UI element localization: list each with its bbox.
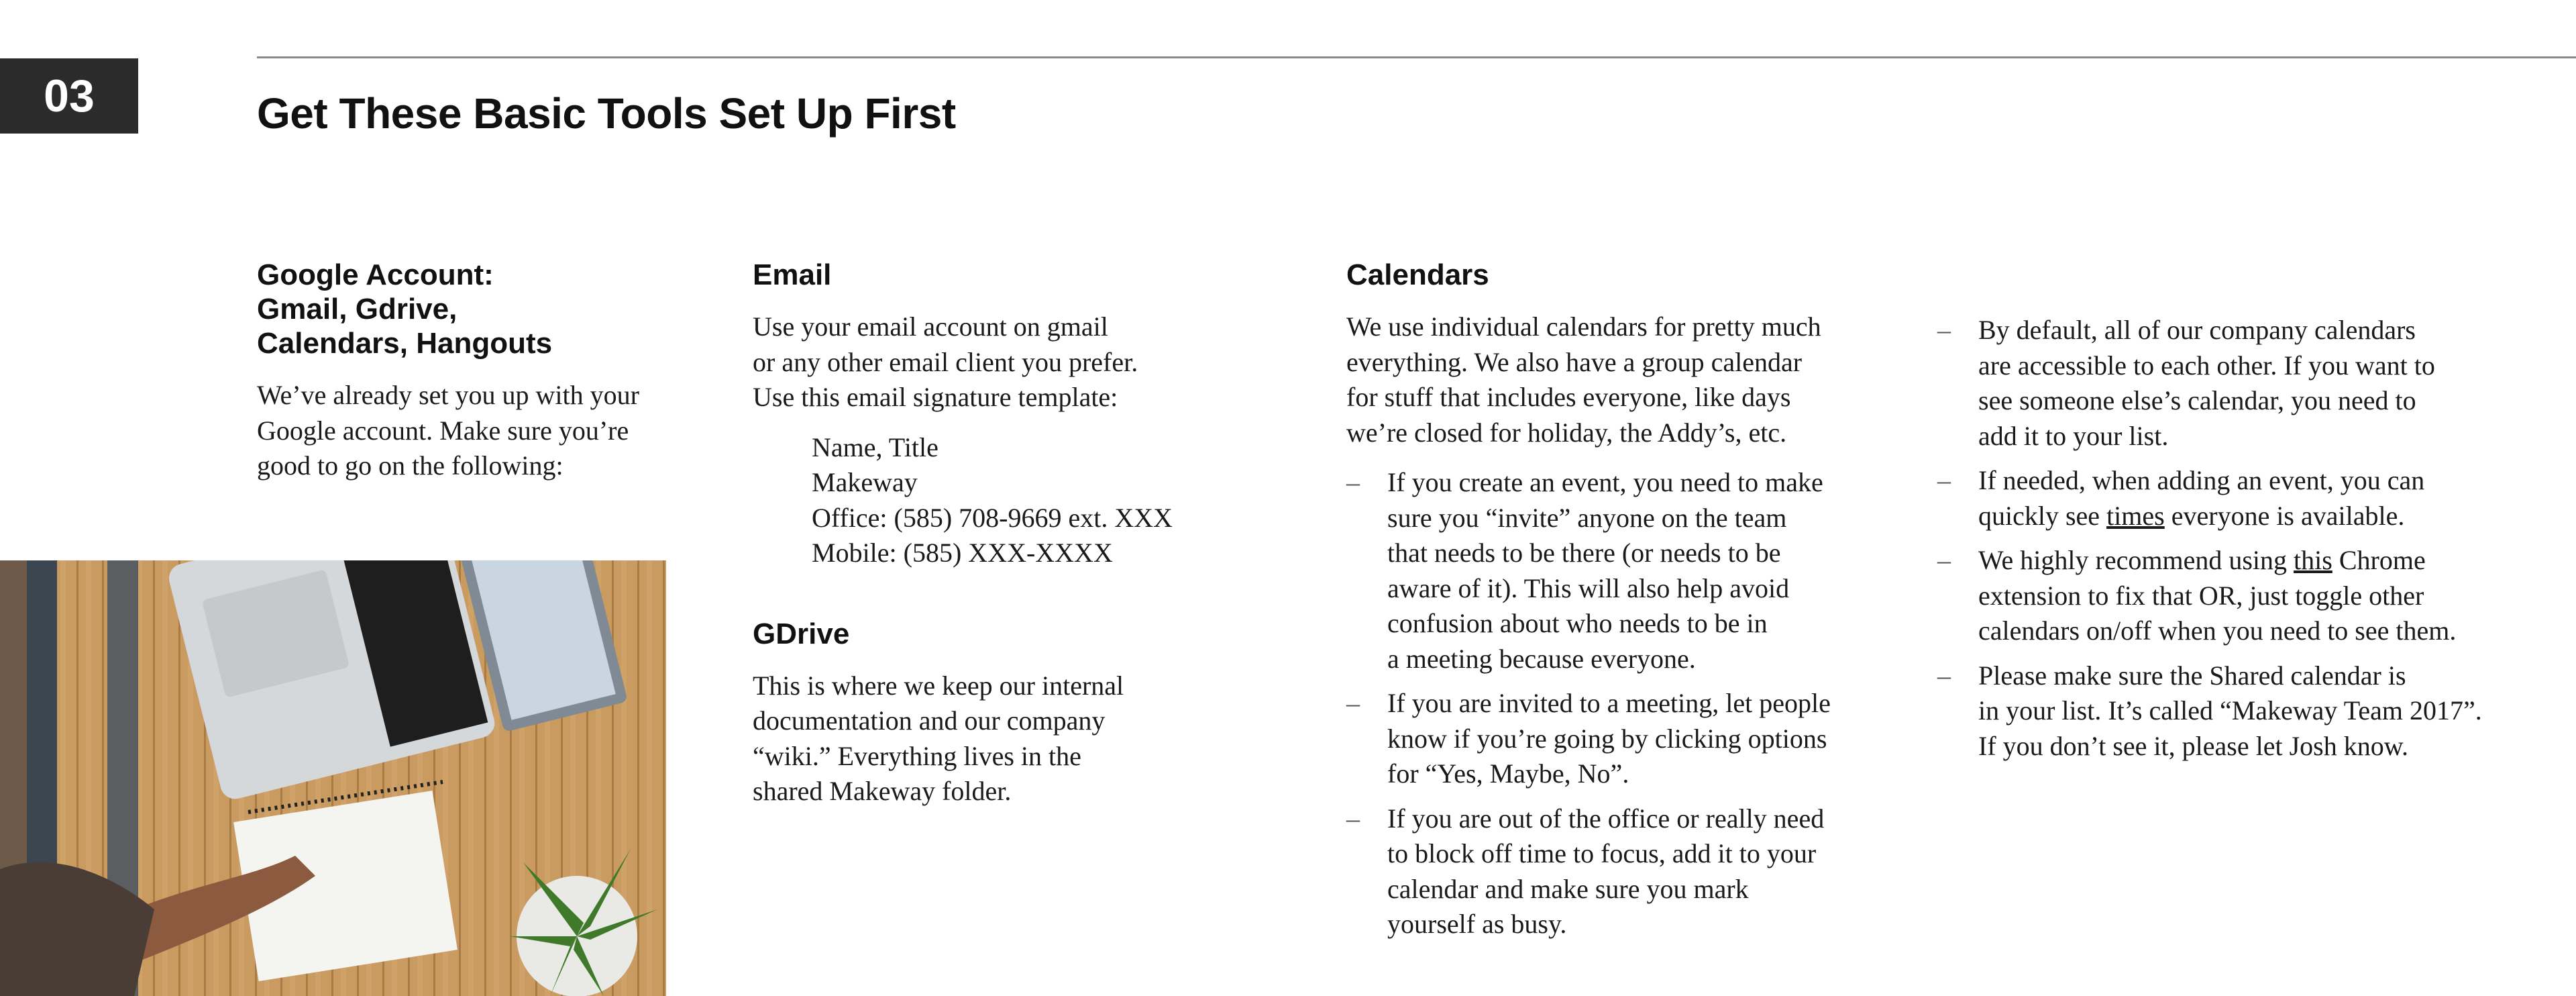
email-body: Use your email account on gmail or any other email client you prefer. Use this email signature template: — [753, 311, 1138, 412]
list-item: – By default, all of our company calendars are accessible to each other. If you want to see someone else’s calendar, you need to add it to your list. — [1937, 313, 2541, 454]
list-item: – We highly recommend using this Chrome extension to fix that OR, just toggle other calendars on/off when you need to see them. — [1937, 543, 2541, 649]
google-account-body: We’ve already set you up with your Google account. Make sure you’re good to go on the following: — [257, 380, 639, 481]
dash-bullet: – — [1346, 803, 1360, 834]
gdrive-section — [753, 617, 1236, 809]
calendars-section — [1346, 258, 1896, 942]
workspace-photo — [0, 560, 666, 996]
chrome-extension-link[interactable]: this — [2294, 545, 2332, 575]
page-title: Get These Basic Tools Set Up First — [257, 89, 956, 138]
email-section — [753, 258, 1236, 809]
list-item: – If needed, when adding an event, you can quickly see times everyone is available. — [1937, 463, 2541, 534]
times-link[interactable]: times — [2106, 500, 2165, 531]
calendars-bullet-list-continued — [1937, 313, 2541, 764]
gdrive-heading: GDrive — [753, 617, 850, 650]
email-heading: Email — [753, 258, 832, 291]
list-item: – If you are out of the office or really need to block off time to focus, add it to your calendar and make sure you mark yourself as busy. — [1346, 801, 1896, 942]
dash-bullet: – — [1937, 545, 1951, 575]
dash-bullet: – — [1937, 465, 1951, 495]
google-account-section — [257, 258, 673, 484]
list-item: – If you are invited to a meeting, let people know if you’re going by clicking options for “Yes, Maybe, No”. — [1346, 686, 1896, 792]
calendars-bullet-list — [1346, 465, 1896, 942]
email-signature-template: Name, Title Makeway Office: (585) 708-9669 ext. XXX Mobile: (585) XXX-XXXX — [812, 432, 1173, 568]
list-item: – Please make sure the Shared calendar is in your list. It’s called “Makeway Team 2017”. If you don’t see it, please let Josh know. — [1937, 658, 2541, 764]
calendars-intro: We use individual calendars for pretty much everything. We also have a group calendar for stuff that includes everyone, like days we’re closed for holiday, the Addy’s, etc. — [1346, 311, 1821, 448]
dash-bullet: – — [1937, 315, 1951, 345]
section-number-badge: 03 — [0, 58, 138, 134]
header-rule — [257, 56, 2576, 58]
google-account-heading: Google Account: Gmail, Gdrive, Calendars, Hangouts — [257, 258, 553, 360]
calendars-continued-section — [1937, 313, 2541, 764]
calendars-heading: Calendars — [1346, 258, 1489, 291]
list-item: – If you create an event, you need to make sure you “invite” anyone on the team that needs to be there (or needs to be aware of it). This will also help avoid confusion about who needs to be in a meeting because everyone. — [1346, 465, 1896, 677]
dash-bullet: – — [1346, 688, 1360, 718]
gdrive-body: This is where we keep our internal documentation and our company “wiki.” Everything lives in the shared Makeway folder. — [753, 670, 1124, 806]
dash-bullet: – — [1937, 660, 1951, 691]
dash-bullet: – — [1346, 467, 1360, 497]
